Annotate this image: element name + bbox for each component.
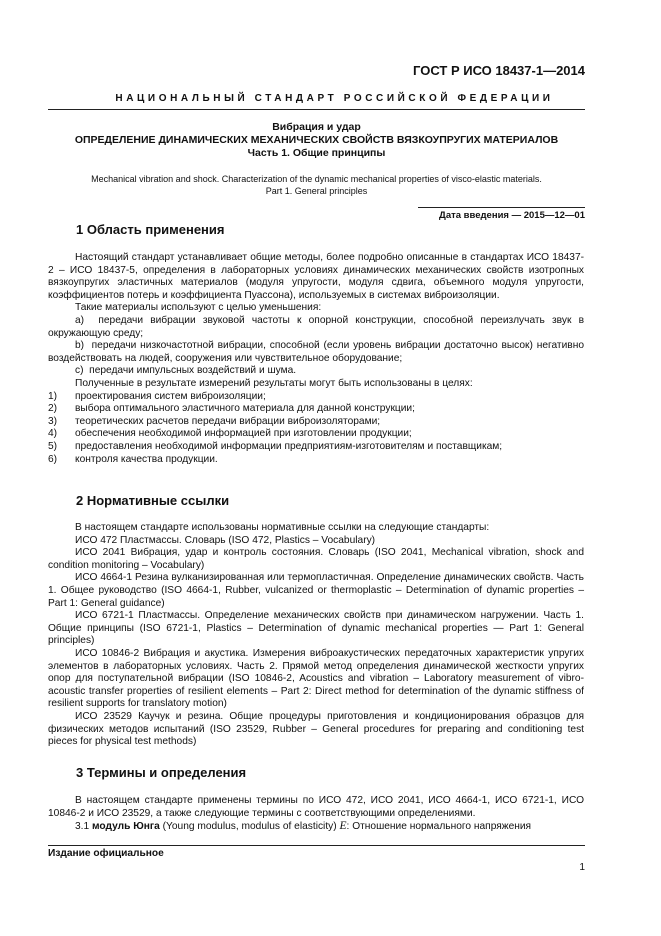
national-standard-heading: НАЦИОНАЛЬНЫЙ СТАНДАРТ РОССИЙСКОЙ ФЕДЕРАЦИИ [115, 93, 554, 104]
list-item: 6) контроля качества продукции. [48, 453, 218, 465]
english-title-block [48, 174, 585, 197]
list-item: 1) проектирования систем виброизоляции; [48, 390, 266, 402]
list-item: 4) обеспечения необходимой информацией при изготовлении продукции; [48, 428, 412, 440]
english-title-line-1: Mechanical vibration and shock. Characterization of the dynamic mechanical properties of visco-elastic materials. [91, 174, 542, 184]
list-item: 2) выбора оптимального эластичного материала для данной конструкции; [48, 403, 415, 415]
title-block [48, 121, 585, 160]
edition-label: Издание официальное [48, 848, 164, 859]
references-intro: В настоящем стандарте использованы нормативные ссылки на следующие стандарты: [75, 522, 490, 533]
list-item: b) передачи низкочастотной вибрации, способной (если уровень вибрации достаточно высок) негативно воздействовать на людей, сооружения или чувствительное оборудование; [48, 340, 584, 364]
purpose-list [48, 315, 584, 378]
term-symbol: E [339, 820, 347, 833]
scope-paragraph: Настоящий стандарт устанавливает общие методы, более подробно описанные в стандартах ИСО 18437-2 – ИСО 18437-5, определения в лабораторных условиях динамических механических свойств изотропных вязкоупругих эластичных материалов (модуля упругости, модуля сдвига, объемного модуля упругости, коэффициентов потерь и коэффициента Пуассона), используемых в системах виброизоляции. [48, 252, 584, 301]
terms-intro: В настоящем стандарте применены термины по ИСО 472, ИСО 2041, ИСО 4664-1, ИСО 6721-1, ИСО 10846-2 и ИСО 23529, а также следующие термины с соответствующими определениями. [48, 795, 584, 819]
section-3-body [48, 795, 584, 834]
section-1-title: 1 Область применения [76, 222, 225, 237]
term-name: модуль Юнга [92, 821, 160, 833]
reference-item: ИСО 10846-2 Вибрация и акустика. Измерения виброакустических передаточных характеристик упругих элементов в лабораторных условиях. Часть 2. Прямой метод определения динамической жесткости упругих опор для поступательной вибрации (ISO 10846-2, Acoustics and vibration – Laboratory measurement of vibro-acoustic transfer properties of resilient elements – Part 2: Direct method for determination of the dynamic stiffness of resilient supports for translatory motion) [48, 647, 584, 710]
section-3-title: 3 Термины и определения [76, 765, 247, 780]
term-definition-text: : Отношение нормального напряжения [346, 821, 532, 833]
title-line-3: Часть 1. Общие принципы [247, 147, 386, 159]
term-number: 3.1 [75, 821, 90, 833]
purpose-intro: Такие материалы используют с целью уменьшения: [75, 302, 322, 314]
title-line-2: ОПРЕДЕЛЕНИЕ ДИНАМИЧЕСКИХ МЕХАНИЧЕСКИХ СВОЙСТВ ВЯЗКОУПРУГИХ МАТЕРИАЛОВ [74, 134, 559, 146]
english-title-line-2: Part 1. General principles [265, 185, 368, 196]
reference-item: ИСО 6721-1 Пластмассы. Определение механических свойств при динамическом нагружении. Часть 1. Общие принципы (ISO 6721-1, Plastics – Determination of dynamic mechanical properties — Part 1: General principles) [48, 610, 584, 647]
reference-item: ИСО 23529 Каучук и резина. Общие процедуры приготовления и кондиционирования образцов для физических методов испытаний (ISO 23529, Rubber – General procedures for preparing and conditioning test pieces for physical test methods) [48, 710, 584, 748]
reference-item: ИСО 2041 Вибрация, удар и контроль состояния. Словарь (ISO 2041, Mechanical vibration, shock and condition monitoring – Vocabulary) [48, 547, 584, 571]
term-english: (Young modulus, modulus of elasticity) [162, 821, 337, 833]
reference-item: ИСО 4664-1 Резина вулканизированная или термопластичная. Определение динамических свойств. Часть 1. Общее руководство (ISO 4664-1, Rubber, vulcanized or thermoplastic – Determination of dynamic properties – Part 1: General guidance) [48, 572, 584, 609]
top-divider [48, 109, 585, 110]
title-line-1: Вибрация и удар [272, 121, 361, 133]
list-item: 3) теоретических расчетов передачи вибрации виброизоляторами; [48, 415, 381, 427]
section-2-body [48, 522, 584, 749]
introduction-date: Дата введения — 2015—12—01 [439, 210, 585, 221]
date-divider [418, 207, 585, 208]
section-1-body [48, 252, 584, 466]
footer-divider [48, 845, 585, 846]
section-2-title: 2 Нормативные ссылки [76, 493, 230, 508]
uses-list [48, 391, 584, 467]
document-number: ГОСТ Р ИСО 18437-1—2014 [413, 63, 585, 78]
term-definition [48, 820, 584, 834]
page-number: 1 [579, 862, 585, 873]
list-item: a) передачи вибрации звуковой частоты к опорной конструкции, способной переизлучать звук в окружающую среду; [48, 314, 584, 339]
list-item: 5) предоставления необходимой информации предприятиям-изготовителям и поставщикам; [48, 440, 503, 452]
uses-intro: Полученные в результате измерений результаты могут быть использованы в целях: [75, 377, 473, 389]
reference-item: ИСО 472 Пластмассы. Словарь (ISO 472, Plastics – Vocabulary) [75, 534, 376, 546]
list-item: c) передачи импульсных воздействий и шума. [75, 365, 297, 377]
